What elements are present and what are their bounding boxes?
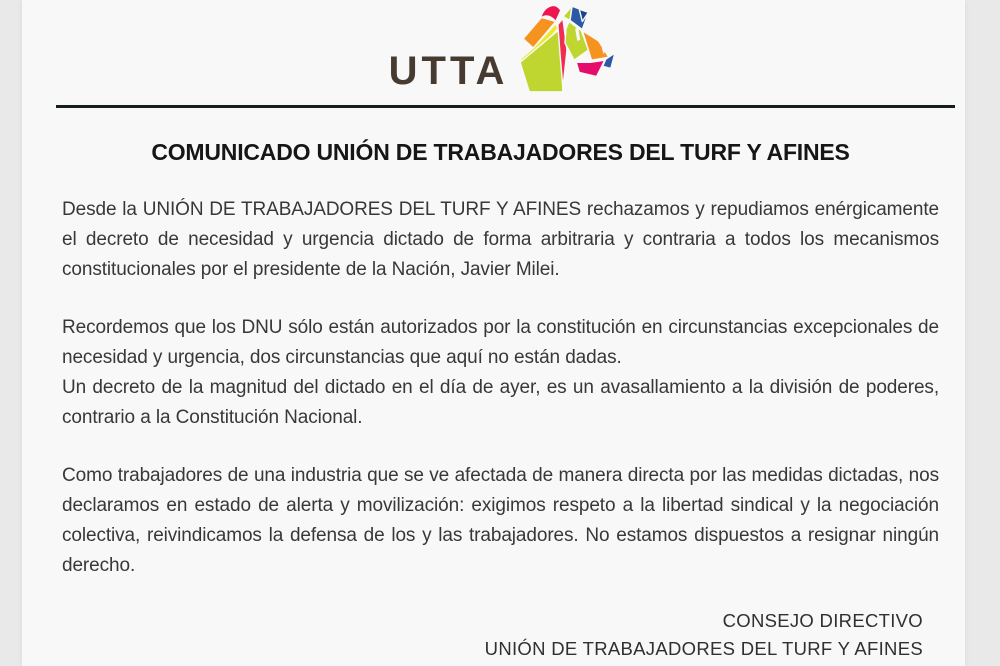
paragraph-2: Recordemos que los DNU sólo están autorizados por la constitución en circunstancias excepcionales de necesidad y urgencia, dos circunstancias que aquí no están dadas.: [62, 316, 939, 368]
utta-logo: [32, 0, 965, 96]
signature-line-1: CONSEJO DIRECTIVO: [722, 609, 923, 631]
signature-line-2: UNIÓN DE TRABAJADORES DEL TURF Y AFINES: [484, 637, 923, 659]
communique-title: COMUNICADO UNIÓN DE TRABAJADORES DEL TURF Y AFINES: [151, 139, 850, 165]
paragraph-3: Un decreto de la magnitud del dictado en el día de ayer, es un avasallamiento a la división de poderes, contrario a la Constitución Nacional.: [62, 376, 939, 428]
horse-muzzle-facet: [583, 31, 610, 61]
paragraph-1: Desde la UNIÓN DE TRABAJADORES DEL TURF Y AFINES rechazamos y repudiamos enérgicamente el decreto de necesidad y urgencia dictado de forma arbitraria y contraria a todos los mecanismos constitucionales por el presidente de la Nación, Javier Milei.: [62, 198, 939, 280]
divider-line: [56, 105, 955, 108]
communique-card: [22, 0, 965, 666]
horse-head-icon: [516, 1, 618, 96]
utta-wordmark: UTTA: [388, 49, 509, 93]
communique-body: [62, 195, 939, 581]
horse-jaw-facet: [577, 60, 606, 76]
paragraph-4: Como trabajadores de una industria que se ve afectada de manera directa por las medidas dictadas, nos declaramos en estado de alerta y movilización: exigimos respeto a la libertad sindical y la negociación colectiva, reivindicamos la defensa de los y las trabajadores. No estamos dispuestos a resignar ningún derecho.: [62, 464, 939, 576]
signature-block: [62, 607, 923, 663]
